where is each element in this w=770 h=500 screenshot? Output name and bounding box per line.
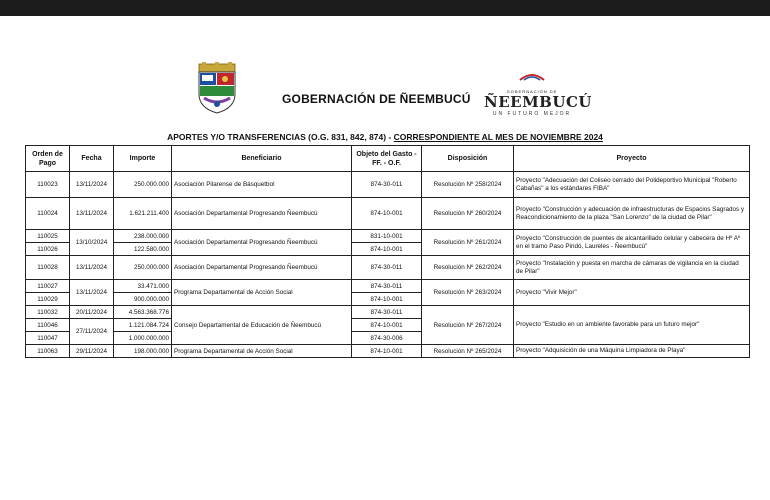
cell-objeto: 874-30-011 <box>352 172 422 198</box>
table-row <box>26 198 750 230</box>
cell-disposicion: Resolución Nº 260/2024 <box>422 198 514 230</box>
headline-period: CORRESPONDIENTE AL MES DE NOVIEMBRE 2024 <box>393 132 603 142</box>
brand-emblem-icon <box>518 68 546 84</box>
gobernacion-title: GOBERNACIÓN DE ÑEEMBUCÚ <box>282 92 471 106</box>
cell-beneficiario: Consejo Departamental de Educación de Ñeembucú <box>172 306 352 345</box>
cell-importe: 1.000.000.000 <box>114 332 172 345</box>
table-row <box>26 345 750 358</box>
cell-fecha: 20/11/2024 <box>70 306 114 319</box>
cell-beneficiario: Asociación Pilarense de Básquetbol <box>172 172 352 198</box>
col-importe: Importe <box>114 146 172 172</box>
cell-orden: 110046 <box>26 319 70 332</box>
cell-objeto: 874-10-001 <box>352 319 422 332</box>
col-orden: Orden de Pago <box>26 146 70 172</box>
table-row <box>26 230 750 243</box>
cell-objeto: 874-30-011 <box>352 280 422 293</box>
cell-proyecto: Proyecto "Construcción de puentes de alcantarillado celular y cabecera de Hº Aº en el tramo Paso Pindó, Laureles - Ñeembucú" <box>514 230 750 256</box>
cell-orden: 110047 <box>26 332 70 345</box>
cell-proyecto: Proyecto "Vivir Mejor" <box>514 280 750 306</box>
cell-disposicion: Resolución Nº 265/2024 <box>422 345 514 358</box>
table-row <box>26 256 750 280</box>
report-headline <box>0 132 770 142</box>
cell-objeto: 831-10-001 <box>352 230 422 243</box>
cell-beneficiario: Asociación Departamental Progresando Ñeembucú <box>172 198 352 230</box>
cell-orden: 110023 <box>26 172 70 198</box>
transfers-table <box>25 145 750 358</box>
cell-objeto: 874-30-011 <box>352 256 422 280</box>
cell-fecha: 29/11/2024 <box>70 345 114 358</box>
top-bar <box>0 0 770 16</box>
cell-disposicion: Resolución Nº 263/2024 <box>422 280 514 306</box>
cell-orden: 110024 <box>26 198 70 230</box>
cell-objeto: 874-10-001 <box>352 243 422 256</box>
cell-importe: 122.580.000 <box>114 243 172 256</box>
cell-objeto: 874-10-001 <box>352 293 422 306</box>
cell-importe: 1.121.084.724 <box>114 319 172 332</box>
cell-fecha: 27/11/2024 <box>70 319 114 345</box>
cell-orden: 110025 <box>26 230 70 243</box>
cell-importe: 1.621.211.400 <box>114 198 172 230</box>
cell-objeto: 874-30-006 <box>352 332 422 345</box>
neembucu-brand-logo <box>484 68 592 117</box>
cell-importe: 33.471.000 <box>114 280 172 293</box>
cell-beneficiario: Programa Departamental de Acción Social <box>172 280 352 306</box>
cell-proyecto: Proyecto "Construcción y adecuación de infraestructuras de Espacios Sagrados y Reacondicionamiento de la plaza "San Lorenzo" de la ciudad de Pilar" <box>514 198 750 230</box>
cell-fecha: 13/11/2024 <box>70 172 114 198</box>
cell-importe: 198.000.000 <box>114 345 172 358</box>
cell-objeto: 874-10-001 <box>352 345 422 358</box>
cell-orden: 110027 <box>26 280 70 293</box>
cell-objeto: 874-10-001 <box>352 198 422 230</box>
cell-proyecto: Proyecto "Instalación y puesta en marcha de cámaras de vigilancia en la ciudad de Pilar" <box>514 256 750 280</box>
cell-orden: 110028 <box>26 256 70 280</box>
brand-name: ÑEEMBUCÚ <box>484 93 592 111</box>
cell-orden: 110029 <box>26 293 70 306</box>
cell-importe: 250.000.000 <box>114 256 172 280</box>
brand-subtitle: GOBERNACIÓN DE <box>506 89 558 94</box>
cell-orden: 110063 <box>26 345 70 358</box>
cell-disposicion: Resolución Nº 262/2024 <box>422 256 514 280</box>
table-header-row <box>26 146 750 172</box>
coat-of-arms-logo <box>196 62 238 114</box>
cell-orden: 110032 <box>26 306 70 319</box>
col-fecha: Fecha <box>70 146 114 172</box>
cell-proyecto: Proyecto "Adquisición de una Máquina Limpiadora de Playa" <box>514 345 750 358</box>
cell-fecha: 13/10/2024 <box>70 230 114 256</box>
cell-importe: 238.000.000 <box>114 230 172 243</box>
cell-proyecto: Proyecto "Adecuación del Coliseo cerrado del Polideportivo Municipal "Roberto Cabañas" a los estándares FIBA" <box>514 172 750 198</box>
col-objeto: Objeto del Gasto - FF. - O.F. <box>352 146 422 172</box>
cell-beneficiario: Programa Departamental de Acción Social <box>172 345 352 358</box>
cell-disposicion: Resolución Nº 267/2024 <box>422 306 514 345</box>
brand-tagline: UN FUTURO MEJOR <box>492 111 572 117</box>
cell-beneficiario: Asociación Departamental Progresando Ñeembucú <box>172 230 352 256</box>
table-row <box>26 280 750 293</box>
cell-objeto: 874-30-011 <box>352 306 422 319</box>
cell-beneficiario: Asociación Departamental Progresando Ñeembucú <box>172 256 352 280</box>
cell-fecha: 13/11/2024 <box>70 256 114 280</box>
cell-disposicion: Resolución Nº 258/2024 <box>422 172 514 198</box>
cell-importe: 4.563.368.776 <box>114 306 172 319</box>
cell-importe: 250.000.000 <box>114 172 172 198</box>
cell-disposicion: Resolución Nº 261/2024 <box>422 230 514 256</box>
cell-orden: 110026 <box>26 243 70 256</box>
cell-fecha: 13/11/2024 <box>70 280 114 306</box>
cell-proyecto: Proyecto "Estudio en un ambiente favorable para un futuro mejor" <box>514 306 750 345</box>
col-proyecto: Proyecto <box>514 146 750 172</box>
headline-prefix: APORTES Y/O TRANSFERENCIAS (O.G. 831, 842, 874) - <box>167 132 394 142</box>
table-row <box>26 306 750 319</box>
cell-fecha: 13/11/2024 <box>70 198 114 230</box>
col-beneficiario: Beneficiario <box>172 146 352 172</box>
col-disposicion: Disposición <box>422 146 514 172</box>
cell-importe: 900.000.000 <box>114 293 172 306</box>
table-row <box>26 172 750 198</box>
